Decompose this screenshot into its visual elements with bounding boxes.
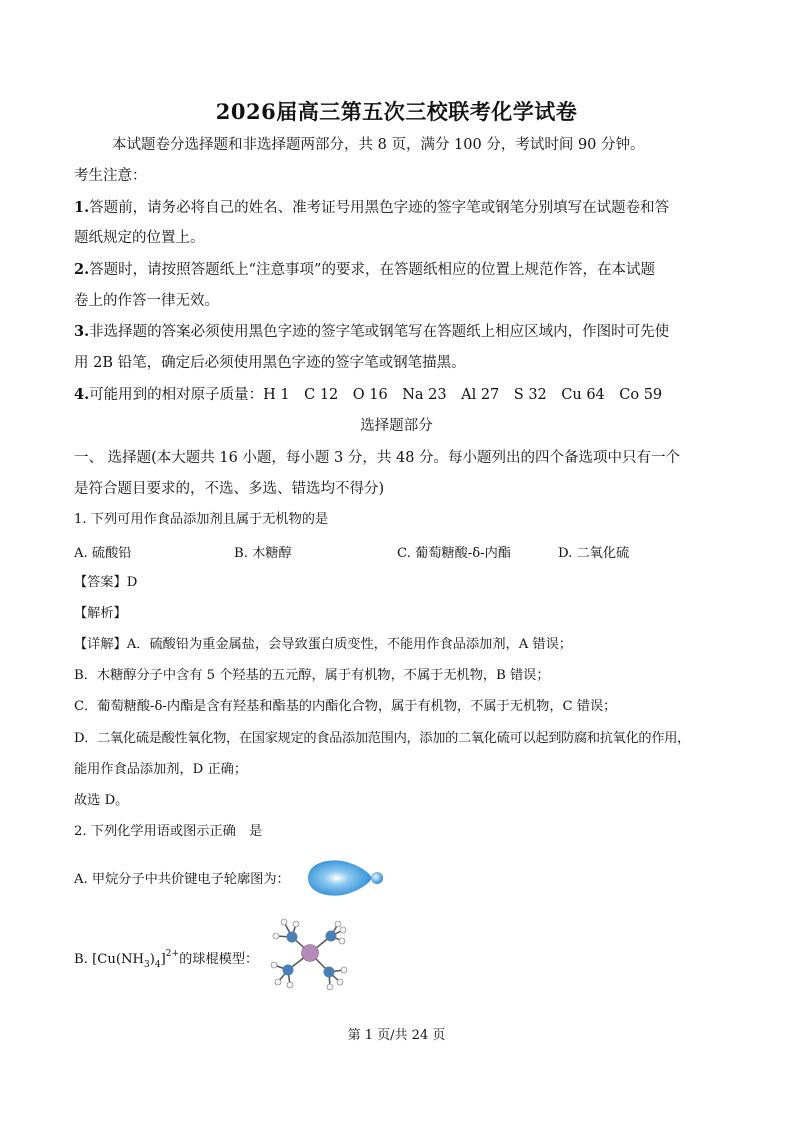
- h-atom: [287, 982, 293, 988]
- q1-detail-6: 故选 D。: [74, 793, 129, 808]
- q1-detail-3: C．葡萄糖酸-δ-内酯是含有羟基和酯基的内酯化合物，属于有机物，不属于无机物，C 错误；: [74, 699, 617, 714]
- h-atom: [293, 921, 299, 927]
- section-title: 选择题部分: [360, 418, 433, 434]
- q2-option-b: [74, 944, 724, 975]
- formula-main: [Cu(NH: [92, 952, 145, 967]
- q2-stem: 2. 下列化学用语或图示正确 是: [74, 824, 263, 839]
- q2-option-a: A. 甲烷分子中共价键电子轮廓图为：: [74, 872, 290, 887]
- part-heading-line1: 一、 选择题(本大题共 16 小题，每小题 3 分，共 48 分。每小题列出的四个备选项中只有一个: [74, 450, 681, 466]
- page-footer: 第 1 页/共 24 页: [347, 1028, 446, 1043]
- h-atom: [337, 979, 343, 985]
- intro-text: 本试题卷分选择题和非选择题两部分，共 8 页，满分 100 分，考试时间 90 分钟。: [112, 137, 645, 153]
- n-atom: [324, 967, 335, 978]
- notice-4-line1: 可能用到的相对原子质量：H 1 C 12 O 16 Na 23 Al 27 S 32 Cu 64 Co 59: [89, 387, 663, 403]
- formula-bracket: ]: [160, 952, 166, 967]
- q1-analysis-label: 【解析】: [74, 606, 127, 621]
- h-atom: [271, 962, 277, 968]
- notice-heading: 考生注意：: [74, 168, 147, 184]
- h-atom: [335, 921, 341, 927]
- n-atom: [287, 932, 298, 943]
- notice-4: [74, 385, 724, 405]
- notice-2-line1: 答题时，请按照答题纸上“注意事项”的要求，在答题纸相应的位置上规范作答，在本试题: [89, 262, 655, 278]
- orbital-large-lobe: [308, 860, 372, 895]
- q1-options: [74, 542, 724, 562]
- q1-option-c: C. 葡萄糖酸-δ-内酯: [397, 546, 511, 561]
- notice-3: [74, 322, 724, 342]
- q1-detail-4: D．二氧化硫是酸性氧化物，在国家规定的食品添加范围内，添加的二氧化硫可以起到防腐和抗氧化的作用，: [74, 731, 690, 746]
- q1-detail-2: B．木糖醇分子中含有 5 个羟基的五元醇，属于有机物，不属于无机物，B 错误；: [74, 668, 550, 683]
- h-atom: [327, 984, 333, 990]
- cu-central-atom: [302, 945, 319, 962]
- notice-3-number: 3.: [74, 323, 90, 340]
- h-atom: [339, 938, 345, 944]
- notice-1-cont: 题纸规定的位置上。: [74, 230, 205, 246]
- q1-stem: 1. 下列可用作食品添加剂且属于无机物的是: [74, 512, 329, 527]
- notice-4-number: 4.: [74, 386, 90, 403]
- notice-2-cont: 卷上的作答一律无效。: [74, 293, 219, 309]
- exam-title: 2026届高三第五次三校联考化学试卷: [215, 99, 578, 124]
- notice-3-cont: 用 2B 铅笔，确定后必须使用黑色字迹的签字笔或钢笔描黑。: [74, 355, 466, 371]
- orbital-small-lobe: [371, 872, 383, 884]
- ball-stick-model-image: [268, 910, 358, 1000]
- q2-option-b-formula: [92, 949, 180, 970]
- part-heading-line2: 是符合题目要求的，不选、多选、错选均不得分): [74, 481, 385, 497]
- q1-option-a: A. 硫酸铅: [74, 546, 132, 561]
- formula-sub-3: 3: [144, 960, 150, 970]
- q1-option-d: D. 二氧化硫: [558, 546, 630, 561]
- h-atom: [340, 927, 346, 933]
- notice-1-line1: 答题前，请务必将自己的姓名、准考证号用黑色字迹的签字笔或钢笔分别填写在试题卷和答: [89, 200, 670, 216]
- h-atom: [281, 919, 287, 925]
- h-atom: [273, 933, 279, 939]
- h-atom: [341, 967, 347, 973]
- formula-close-paren: ): [149, 952, 155, 967]
- n-atom: [326, 931, 337, 942]
- notice-1: [74, 198, 724, 218]
- notice-2-number: 2.: [74, 261, 90, 278]
- q1-detail-5: 能用作食品添加剂，D 正确；: [74, 762, 248, 777]
- q1-answer: 【答案】D: [74, 575, 138, 590]
- q2-option-b-suffix: 的球棍模型：: [179, 952, 259, 967]
- h-atom: [275, 979, 281, 985]
- notice-2: [74, 260, 724, 280]
- notice-1-number: 1.: [74, 199, 90, 216]
- formula-sub-4: 4: [154, 960, 161, 970]
- sp3-orbital-image: [304, 855, 388, 901]
- n-atom: [283, 965, 294, 976]
- q2-option-b-label: B.: [74, 952, 88, 967]
- formula-charge: 2+: [165, 949, 180, 959]
- q1-option-b: B. 木糖醇: [234, 546, 292, 561]
- q1-detail-1: 【详解】A．硫酸铅为重金属盐，会导致蛋白质变性，不能用作食品添加剂，A 错误；: [74, 637, 572, 652]
- notice-3-line1: 非选择题的答案必须使用黑色字迹的签字笔或钢笔写在答题纸上相应区域内，作图时可先使: [89, 324, 670, 340]
